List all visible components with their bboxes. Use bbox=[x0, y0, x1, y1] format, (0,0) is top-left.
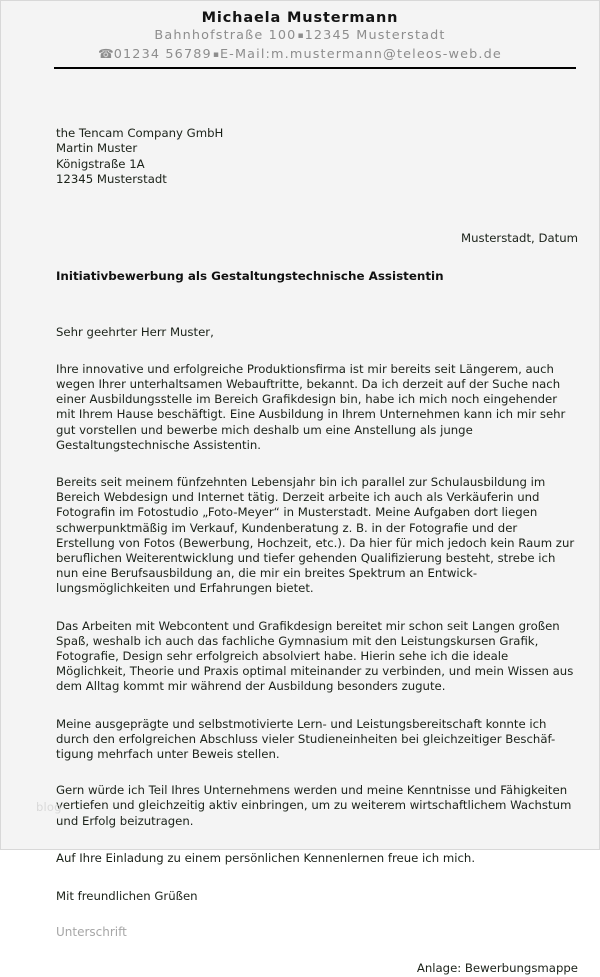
paragraph-4: Meine ausgeprägte und selbstmotivierte Lern- und Leistungsbereitschaft konnte ich durch den erfolgreichen Abschluss vieler Studieneinheiten bei gleichzeitiger Beschäf-tigung mehrfach unter Beweis stellen. bbox=[56, 716, 556, 762]
date-line: Musterstadt, Datum bbox=[461, 231, 578, 246]
recipient-contact: Martin Muster bbox=[56, 141, 138, 156]
sender-address-line bbox=[1, 27, 599, 45]
telephone-icon: ☎ bbox=[98, 46, 114, 61]
recipient-street: Königstraße 1A bbox=[56, 156, 145, 171]
enclosure-note: Anlage: Bewerbungsmappe bbox=[416, 961, 578, 976]
paragraph-6: Auf Ihre Einladung zu einem persönlichen Kennenlernen freue ich mich. bbox=[56, 850, 476, 865]
sender-email: m.mustermann@teleos-web.de bbox=[271, 47, 502, 62]
letterhead-divider bbox=[54, 67, 576, 69]
separator-bullet-icon: ▪ bbox=[212, 49, 219, 60]
separator-bullet-icon: ▪ bbox=[297, 30, 304, 41]
sender-contact-line bbox=[1, 45, 599, 64]
blog-watermark: blog bbox=[36, 800, 62, 814]
recipient-address-block bbox=[56, 126, 578, 187]
email-label: E-Mail: bbox=[219, 47, 271, 62]
recipient-company: the Tencam Company GmbH bbox=[56, 126, 224, 140]
paragraph-5: Gern würde ich Teil Ihres Unternehmens werden und meine Kenntnisse und Fähigkeiten vertiefen und gleichzeitig aktiv einbringen, um zu weiterem wirtschaftlichem Wachstum und Erfolg beizutragen. bbox=[56, 783, 572, 828]
sender-name: Michaela Mustermann bbox=[201, 10, 399, 26]
signature-placeholder: Unterschrift bbox=[56, 925, 127, 940]
subject-line: Initiativbewerbung als Gestaltungstechnische Assistentin bbox=[56, 269, 444, 284]
sender-phone: 01234 56789 bbox=[113, 47, 212, 62]
paragraph-1: Ihre innovative und erfolgreiche Produktionsfirma ist mir bereits seit Längerem, auch wegen Ihrer unterhaltsamen Webauftritte, bekannt. Da ich derzeit auf der Suche nach einer Ausbildungsstelle im Bereich Grafikdesign bin, habe ich mich noch eingehender mit Ihrem Hause beschäftigt. Eine Ausbildung in Ihrem Unternehmen kann ich mir sehr gut vorstellen und bewerbe mich deshalb um eine Anstellung als junge Gestaltungstechnische Assistentin. bbox=[56, 361, 566, 452]
closing-phrase: Mit freundlichen Grüßen bbox=[56, 889, 198, 904]
paragraph-3: Das Arbeiten mit Webcontent und Grafikdesign bereitet mir schon seit Langen großen Spaß, weshalb ich auch das fachliche Gymnasium mit den Leistungskursen Grafik, Fotografie, Design sehr erfolgreich absolviert habe. Hierin sehe ich die ideale Möglichkeit, Theorie und Praxis optimal miteinander zu verbinden, und mein Wissen aus dem Alltag kommt mir während der Ausbildung besonders zugute. bbox=[56, 618, 574, 694]
salutation: Sehr geehrter Herr Muster, bbox=[56, 324, 214, 339]
recipient-city: 12345 Musterstadt bbox=[56, 171, 167, 186]
sender-street: Bahnhofstraße 100 bbox=[154, 28, 297, 43]
paragraph-2: Bereits seit meinem fünfzehnten Lebensjahr bin ich parallel zur Schulausbildung im Bereich Webdesign und Internet tätig. Derzeit arbeite ich auch als Verkäuferin und Fotografin im Fotostudio „Foto-Meyer“ in Musterstadt. Meine Aufgaben dort liegen schwerpunktmäßig im Verkauf, Kundenberatung z. B. in der Fotografie und der Erstellung von Fotos (Bewerbung, Hochzeit, etc.). Da hier für mich jedoch kein Raum zur beruflichen Weiterentwicklung und tiefer gehenden Qualifizierung besteht, strebe ich nun eine Berufsausbildung an, die mir ein breites Spektrum an Entwick-lungsmöglichkeiten und Erfahrungen bietet. bbox=[56, 475, 575, 596]
letter-body bbox=[56, 126, 578, 977]
sender-city: 12345 Musterstadt bbox=[304, 28, 446, 43]
letterhead bbox=[1, 1, 599, 64]
